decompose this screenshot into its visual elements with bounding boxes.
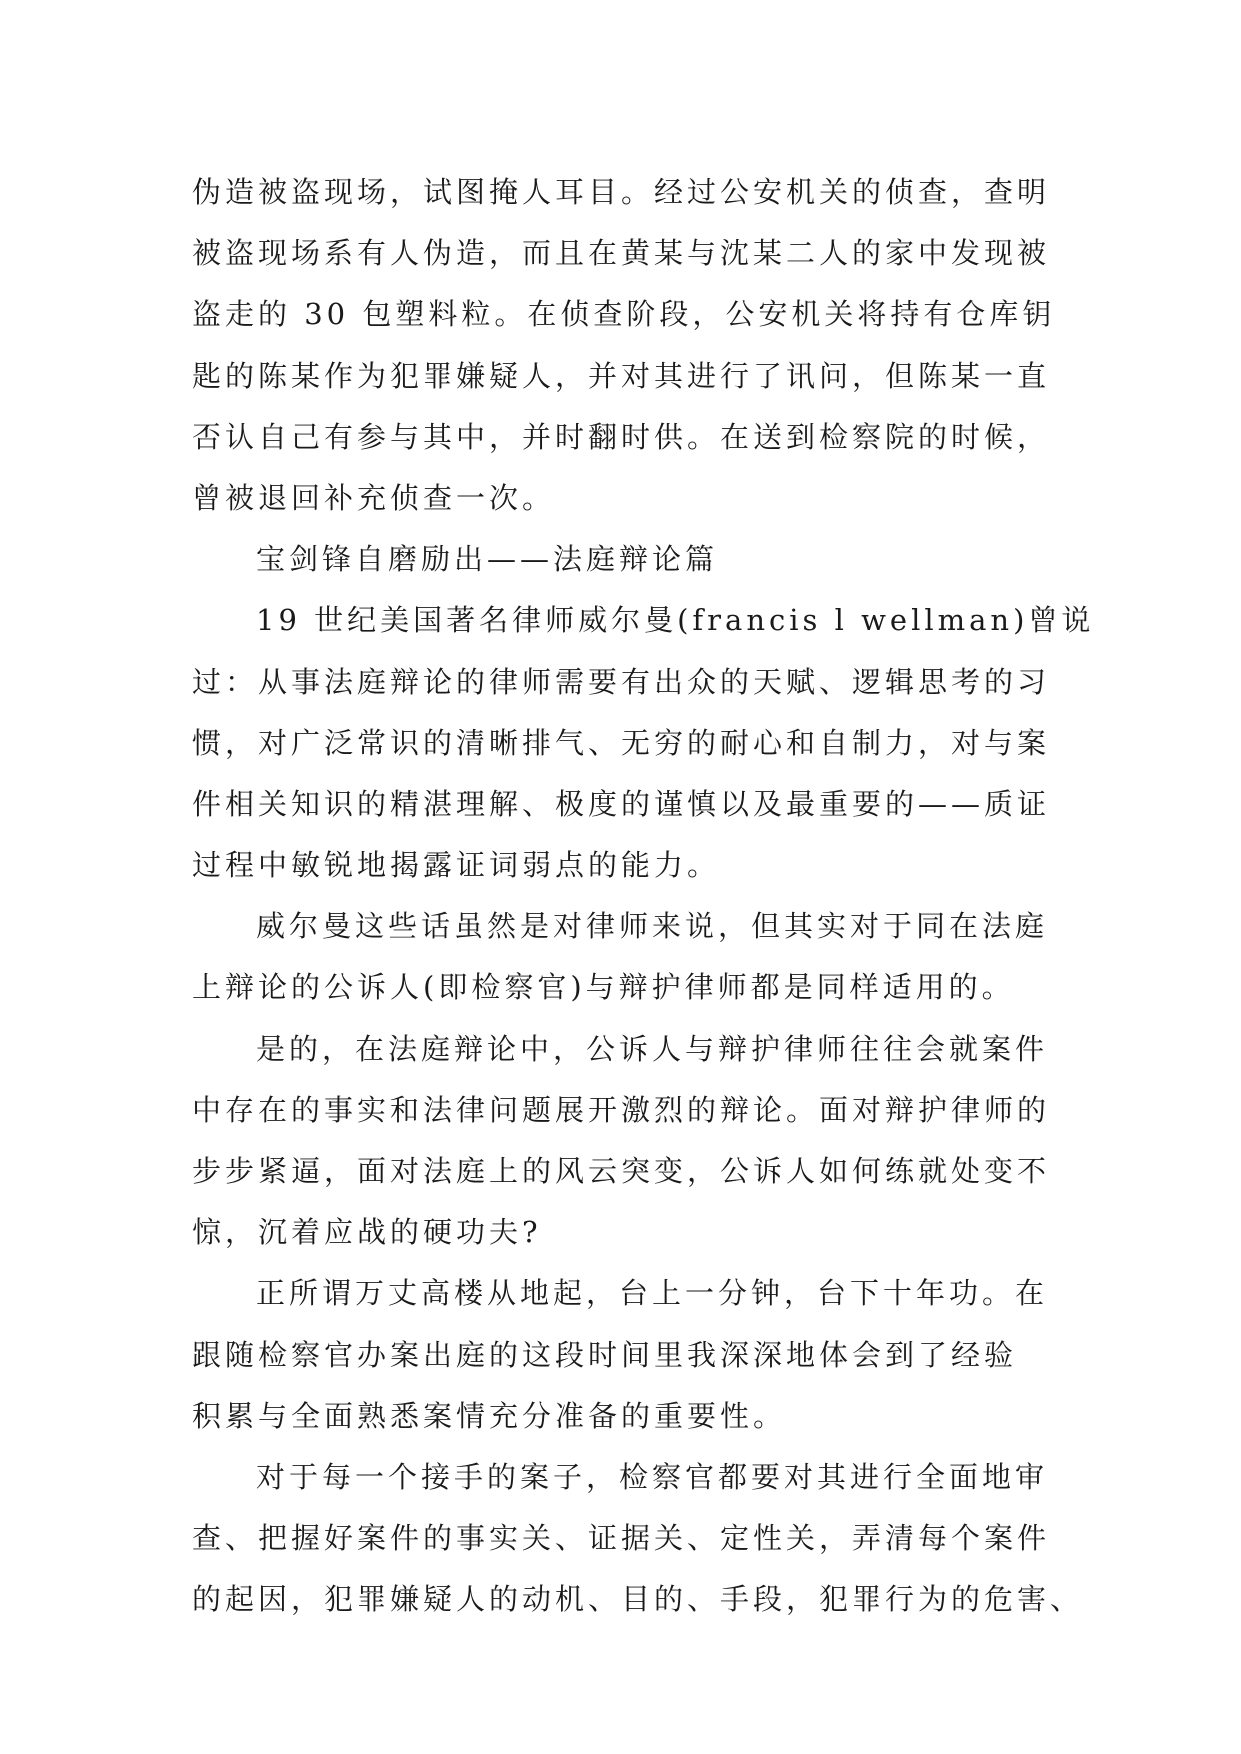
paragraph-case-facts — [192, 162, 1056, 529]
text-line: 被盗现场系有人伪造，而且在黄某与沈某二人的家中发现被 — [192, 236, 1051, 271]
text-line: 过：从事法庭辩论的律师需要有出众的天赋、逻辑思考的习 — [192, 664, 1051, 699]
text-line: 惊，沉着应战的硬功夫? — [192, 1215, 542, 1250]
text-line: 上辩论的公诉人(即检察官)与辩护律师都是同样适用的。 — [192, 970, 1015, 1005]
text-line: 件相关知识的精湛理解、极度的谨慎以及最重要的——质证 — [192, 786, 1051, 821]
text-line: 匙的陈某作为犯罪嫌疑人，并对其进行了讯问，但陈某一直 — [192, 358, 1051, 393]
paragraph-case-review — [192, 1447, 1084, 1631]
body-text — [192, 162, 1095, 1631]
paragraph-debate — [192, 1019, 1052, 1264]
text-line: 跟随检察官办案出庭的这段时间里我深深地体会到了经验 — [192, 1337, 1018, 1372]
text-line: 查、把握好案件的事实关、证据关、定性关，弄清每个案件 — [192, 1521, 1051, 1556]
section-heading — [192, 529, 1052, 590]
text-line: 积累与全面熟悉案情充分准备的重要性。 — [192, 1398, 787, 1433]
text-line: 惯，对广泛常识的清晰排气、无穷的耐心和自制力，对与案 — [192, 725, 1051, 760]
paragraph-applicability — [192, 896, 1052, 1018]
text-line: 正所谓万丈高楼从地起，台上一分钟，台下十年功。在 — [256, 1276, 1049, 1311]
paragraph-wellman-quote — [192, 590, 1095, 896]
text-line: 的起因，犯罪嫌疑人的动机、目的、手段，犯罪行为的危害、 — [192, 1582, 1084, 1617]
paragraph-preparation — [192, 1263, 1052, 1447]
text-line: 伪造被盗现场，试图掩人耳目。经过公安机关的侦查，查明 — [192, 175, 1051, 209]
text-line: 威尔曼这些话虽然是对律师来说，但其实对于同在法庭 — [256, 909, 1049, 944]
section-heading-text: 宝剑锋自磨励出——法庭辩论篇 — [256, 542, 719, 577]
text-line: 对于每一个接手的案子，检察官都要对其进行全面地审 — [256, 1459, 1049, 1494]
text-line: 步步紧逼，面对法庭上的风云突变，公诉人如何练就处变不 — [192, 1154, 1051, 1188]
text-line: 曾被退回补充侦查一次。 — [192, 480, 556, 515]
text-line: 中存在的事实和法律问题展开激烈的辩论。面对辩护律师的 — [192, 1092, 1051, 1127]
text-line: 是的，在法庭辩论中，公诉人与辩护律师往往会就案件 — [256, 1031, 1049, 1066]
text-line: 否认自己有参与其中，并时翻时供。在送到检察院的时候， — [192, 419, 1051, 454]
text-line: 过程中敏锐地揭露证词弱点的能力。 — [192, 848, 721, 883]
text-line: 19 世纪美国著名律师威尔曼(francis l wellman)曾说 — [256, 603, 1095, 638]
text-line: 盗走的 30 包塑料粒。在侦查阶段，公安机关将持有仓库钥 — [192, 297, 1056, 332]
